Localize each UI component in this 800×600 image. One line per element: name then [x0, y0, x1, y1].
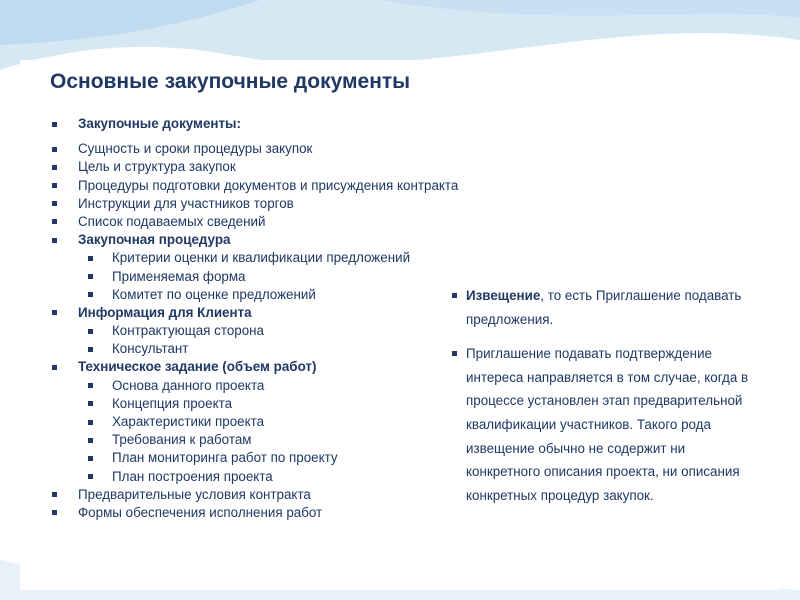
list-item: План построения проекта — [50, 468, 470, 486]
list-item: Консультант — [50, 340, 470, 358]
procurement-documents-list — [50, 115, 470, 522]
list-item: Процедуры подготовки документов и присуждения контракта — [50, 177, 470, 195]
list-item: Техническое задание (объем работ) — [50, 358, 470, 376]
list-item: Применяемая форма — [50, 268, 470, 286]
notice-paragraph — [452, 284, 762, 331]
list-item: План мониторинга работ по проекту — [50, 449, 470, 467]
list-item: Концепция проекта — [50, 395, 470, 413]
list-item: Требования к работам — [50, 431, 470, 449]
list-item: Основа данного проекта — [50, 377, 470, 395]
slide-title: Основные закупочные документы — [50, 70, 411, 93]
list-item: Предварительные условия контракта — [50, 486, 470, 504]
list-item: Характеристики проекта — [50, 413, 470, 431]
notice-term: Извещение — [466, 288, 541, 303]
list-item: Цель и структура закупок — [50, 158, 470, 176]
list-item: Комитет по оценке предложений — [50, 286, 470, 304]
list-item: Закупочная процедура — [50, 231, 470, 249]
notice-definition: , то есть Приглашение подавать предложения. — [466, 288, 742, 327]
slide-content — [20, 60, 780, 590]
list-item: Формы обеспечения исполнения работ — [50, 504, 470, 522]
list-item: Критерии оценки и квалификации предложений — [50, 249, 470, 267]
list-item: Инструкции для участников торгов — [50, 195, 470, 213]
list-item: Информация для Клиента — [50, 304, 470, 322]
list-item: Сущность и сроки процедуры закупок — [50, 140, 470, 158]
list-item: Список подаваемых сведений — [50, 213, 470, 231]
invitation-paragraph: Приглашение подавать подтверждение интереса направляется в том случае, когда в процессе установлен этап предварительной квалификации участников. Такого рода извещение обычно не содержит ни конкретного описания проекта, ни описания конкретных процедур закупок. — [452, 342, 762, 507]
list-header: Закупочные документы: — [50, 115, 470, 133]
notice-description — [452, 284, 762, 507]
list-item: Контрактующая сторона — [50, 322, 470, 340]
